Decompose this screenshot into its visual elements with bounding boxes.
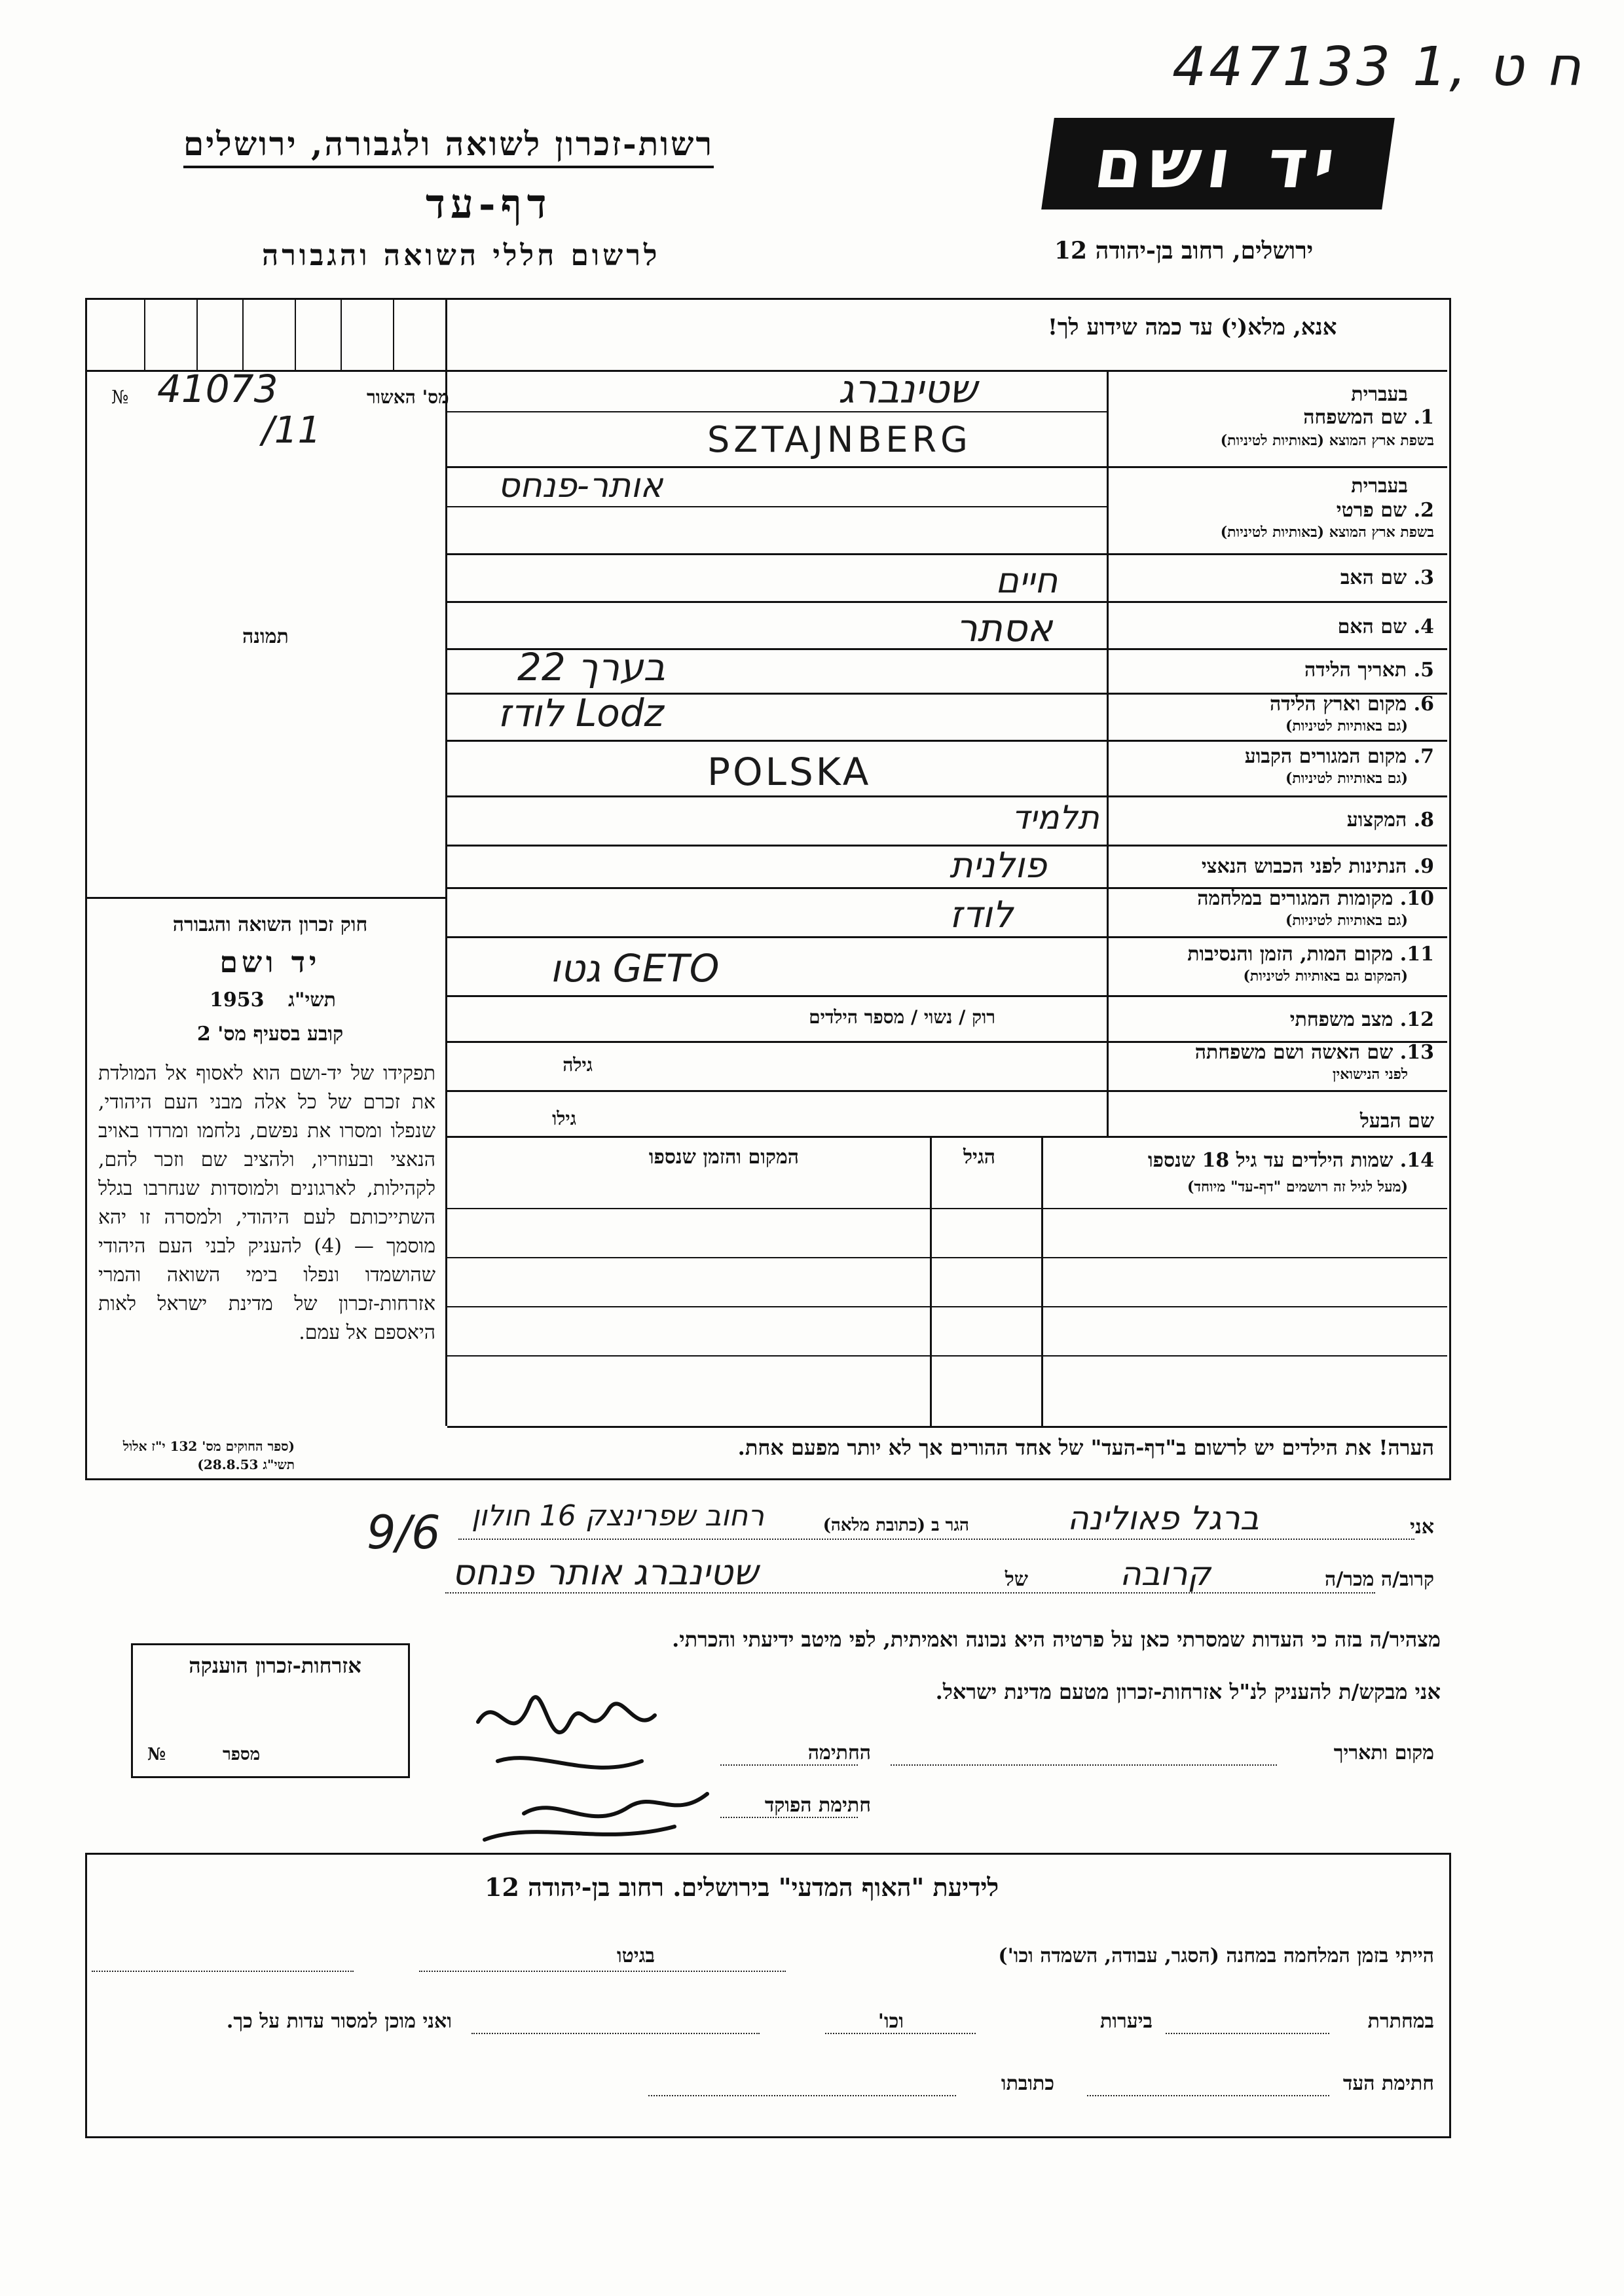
institution-address: ירושלים, רחוב בן-יהודה 12 bbox=[1054, 237, 1314, 264]
field-6-label: 6. מקום וארץ הלידה bbox=[1269, 693, 1434, 716]
footer-line bbox=[419, 1971, 786, 1972]
approval-box-divider bbox=[242, 300, 244, 370]
children-note: הערה! את הילדים יש לרשום ב"דף-העד" של אחד ההורים אך לא יותר מפעם אחת. bbox=[737, 1435, 1434, 1460]
row-line bbox=[447, 1136, 1447, 1138]
law-title: חוק זכרון השואה והגבורה bbox=[172, 913, 368, 936]
children-col-divider bbox=[1041, 1138, 1043, 1426]
signature-label: החתימה bbox=[807, 1741, 871, 1764]
citizenship-title: אזרחות-זכרון הוענקה bbox=[189, 1653, 361, 1678]
children-col-age: הגיל bbox=[963, 1146, 995, 1169]
yad-vashem-logo: יד ושם bbox=[1041, 118, 1395, 210]
witness-relation: קרובה bbox=[1120, 1555, 1211, 1593]
field-13-label: 13. שם האשה ושם משפחתה bbox=[1194, 1041, 1434, 1064]
approval-number-value: 41073 bbox=[157, 367, 278, 411]
footer-camp-label: הייתי בזמן המלחמה במחנה (הסגר, עבודה, השמדה וכו') bbox=[998, 1944, 1434, 1967]
citizenship-no-symbol: № bbox=[147, 1745, 166, 1764]
law-source: (ספר החוקים מס' 132 י"ז אלול תשי"ג 28.8.53) bbox=[122, 1438, 295, 1472]
field-12-label: 12. מצב משפחתי bbox=[1289, 1008, 1434, 1031]
approval-box-divider bbox=[144, 300, 145, 370]
row-line bbox=[447, 936, 1447, 938]
photo-box-bottom bbox=[87, 897, 445, 899]
law-name: יד ושם bbox=[219, 946, 321, 979]
law-year-hebrew: תשי"ג bbox=[288, 989, 336, 1011]
field-1-origin-label: בשפת ארץ המוצא (באותיות לטיניות) bbox=[1220, 432, 1434, 449]
footer-line bbox=[1087, 2095, 1329, 2096]
approval-no-symbol: № bbox=[111, 386, 129, 408]
place-date-label: מקום ותאריך bbox=[1333, 1741, 1434, 1764]
field-2-label: 2. שם פרטי bbox=[1336, 499, 1434, 522]
approval-box-divider bbox=[196, 300, 198, 370]
children-table-bottom bbox=[447, 1426, 1447, 1428]
form-title: דף-עד bbox=[426, 180, 552, 228]
field-13-age-label: גילה bbox=[563, 1054, 593, 1076]
children-header-line bbox=[447, 1208, 1447, 1209]
intro-instruction: אנא, מלא(י) עד כמה שידוע לך! bbox=[1048, 314, 1337, 340]
witness-signature-image bbox=[458, 1663, 733, 1846]
officer-signature-line bbox=[720, 1817, 858, 1818]
witness-date-handwritten: 9/6 bbox=[367, 1506, 441, 1559]
witness-i-label: אני bbox=[1410, 1516, 1434, 1539]
approval-box-divider bbox=[341, 300, 342, 370]
witness-of-name: שטינברג אותר פנחס bbox=[452, 1552, 758, 1593]
row-line bbox=[447, 795, 1447, 797]
field-2-origin-label: בשפת ארץ המוצא (באותיות לטיניות) bbox=[1220, 524, 1434, 541]
witness-line bbox=[445, 1592, 1375, 1594]
form-subtitle: לרשום חללי השואה והגבורה bbox=[262, 239, 661, 272]
row-line bbox=[447, 740, 1447, 742]
children-row-line bbox=[447, 1355, 1447, 1357]
row-line bbox=[447, 506, 1107, 507]
field-8-value: תלמיד bbox=[1012, 799, 1099, 837]
footer-underground-label: במחתרת bbox=[1367, 2010, 1434, 2033]
footer-ghetto-label: בגיטו bbox=[616, 1944, 655, 1967]
footer-address-label: כתובתו bbox=[1001, 2072, 1054, 2095]
approval-box-divider bbox=[393, 300, 394, 370]
officer-signature-label: חתימת הפוקד bbox=[764, 1794, 871, 1817]
field-5-label: 5. תאריך הלידה bbox=[1304, 659, 1434, 682]
field-9-value: פולנית bbox=[950, 845, 1047, 886]
approval-number-label: מס' האשור bbox=[367, 386, 449, 408]
footer-line bbox=[1166, 2033, 1329, 2034]
field-11-value: גטו GETO bbox=[550, 946, 720, 991]
footer-witness-sig-label: חתימת העד bbox=[1342, 2072, 1434, 2095]
footer-testimony-label: ואני מוכן למסור עדות על כך. bbox=[226, 2010, 452, 2033]
witness-declaration: מצהיר/ה בזה כי העדות שמסרתי כאן על פרטיה היא נכונה ואמיתית, לפי מיטב ידיעתי והכרתי. bbox=[672, 1627, 1441, 1652]
field-11-sub-label: (המקום גם באותיות לטיניות) bbox=[1243, 968, 1408, 985]
footer-line bbox=[471, 2033, 760, 2034]
field-1-value-hebrew: שטינברג bbox=[838, 367, 978, 412]
witness-resides-label: הגר ב (כתובת מלאה) bbox=[822, 1516, 969, 1535]
field-7-sub-label: (גם באותיות לטיניות) bbox=[1285, 770, 1408, 787]
witness-address: רחוב שפרינצק 16 חולון bbox=[471, 1499, 764, 1533]
field-6-sub-label: (גם באותיות לטיניות) bbox=[1285, 718, 1408, 735]
citizenship-number-label: מספר bbox=[223, 1745, 261, 1764]
field-14-sub-label: (מעל לגיל זה רושמים "דף-עד" מיוחד) bbox=[1187, 1178, 1408, 1195]
field-6-value: לודז Lodz bbox=[498, 691, 665, 735]
approval-box-divider bbox=[295, 300, 296, 370]
field-8-label: 8. המקצוע bbox=[1346, 809, 1434, 831]
photo-label: תמונה bbox=[242, 625, 289, 648]
field-13-sub-label: לפני הנישואין bbox=[1332, 1066, 1408, 1083]
handwritten-reference-number: 447133 1, ח ט bbox=[1172, 36, 1584, 98]
row-line bbox=[447, 845, 1447, 847]
authority-title: רשות-זכרון לשואה ולגבורה, ירושלים bbox=[183, 124, 714, 168]
field-12-options: רוק / נשוי / מספר הילדים bbox=[809, 1006, 995, 1028]
children-row-line bbox=[447, 1306, 1447, 1307]
law-year: 1953 bbox=[210, 989, 265, 1011]
footer-line bbox=[92, 1971, 354, 1972]
approval-sub-value: /11 bbox=[262, 409, 322, 452]
field-10-label: 10. מקומות המגורים במלחמה bbox=[1197, 887, 1434, 910]
field-4-value: אסתר bbox=[956, 606, 1053, 650]
row-line bbox=[447, 411, 1107, 412]
field-7-label: 7. מקום המגורים הקבוע bbox=[1244, 745, 1434, 768]
field-7-value: POLSKA bbox=[707, 750, 872, 794]
field-1-value-latin: SZTAJNBERG bbox=[707, 419, 972, 460]
field-3-value: חיים bbox=[995, 560, 1058, 601]
husband-label: שם הבעל bbox=[1359, 1110, 1434, 1133]
place-date-line bbox=[891, 1764, 1277, 1766]
field-4-label: 4. שם האם bbox=[1337, 615, 1434, 638]
footer-etc-label: וכו' bbox=[877, 2010, 904, 2033]
husband-age-label: גילו bbox=[552, 1108, 576, 1129]
witness-of-label: של bbox=[1005, 1568, 1028, 1591]
field-1-label: 1. שם המשפחה bbox=[1303, 406, 1434, 429]
witness-line bbox=[458, 1539, 1414, 1540]
footer-line bbox=[825, 2033, 976, 2034]
field-2-value: אותר-פנחס bbox=[498, 466, 663, 505]
row-line bbox=[447, 1090, 1447, 1092]
row-line bbox=[447, 601, 1447, 603]
field-5-value: 22 בערך bbox=[517, 645, 665, 689]
field-9-label: 9. הנתינות לפני הכבוש הנאצי bbox=[1201, 855, 1434, 878]
children-col-place: המקום והזמן שנספו bbox=[648, 1146, 799, 1169]
footer-forests-label: ביערות bbox=[1099, 2010, 1153, 2033]
field-10-sub-label: (גם באותיות לטיניות) bbox=[1285, 912, 1408, 929]
row-line bbox=[447, 995, 1447, 997]
field-10-value: לודז bbox=[950, 894, 1014, 936]
children-col-divider bbox=[930, 1138, 932, 1426]
witness-relative-label: קרוב/ה מכר/ה bbox=[1325, 1568, 1434, 1591]
witness-request: אני מבקש/ת להעניק לנ"ל אזרחות-זכרון מטעם מדינת ישראל. bbox=[935, 1679, 1441, 1704]
witness-name: ברגל פאולינה bbox=[1067, 1499, 1259, 1537]
footer-title: לידיעת "האוף המדעי" בירושלים. רחוב בן-יהודה 12 bbox=[485, 1872, 999, 1902]
field-2-hebrew-label: בעברית bbox=[1351, 475, 1408, 498]
field-14-label: 14. שמות הילדים עד גיל 18 שנספו bbox=[1147, 1149, 1434, 1172]
law-body: תפקידו של יד-ושם הוא לאסוף אל המולדת את זכרם של כל אלה מבני העם היהודי, שנפלו ומסרו את נפשם, נלחמו ומרדו באויב הנאצי ובעוזריו, ולהציב שם וזכר להם, לקהילות, לארגונים ולמוסדות שנחרבו בגלל השתייכותם לעם היהודי, ולמסרה זו יהא מוסמך — (4) להעניק לבני העם היהודי שהושמדו ונפלו בימי השואה והמרי אזרחות-זכרון של מדינת ישראל לאות היאספם אל עמם. bbox=[98, 1062, 435, 1344]
label-column-divider bbox=[1107, 370, 1109, 1136]
row-line bbox=[447, 553, 1447, 555]
field-3-label: 3. שם האב bbox=[1340, 566, 1434, 589]
field-1-hebrew-label: בעברית bbox=[1351, 383, 1408, 406]
footer-line bbox=[648, 2095, 956, 2096]
signature-line bbox=[720, 1764, 858, 1766]
law-section: קובע בסעיף מס' 2 bbox=[196, 1023, 344, 1046]
approval-boxes-bottom bbox=[87, 370, 1447, 372]
children-row-line bbox=[447, 1257, 1447, 1258]
field-11-label: 11. מקום המות, הזמן והנסיבות bbox=[1187, 943, 1434, 966]
